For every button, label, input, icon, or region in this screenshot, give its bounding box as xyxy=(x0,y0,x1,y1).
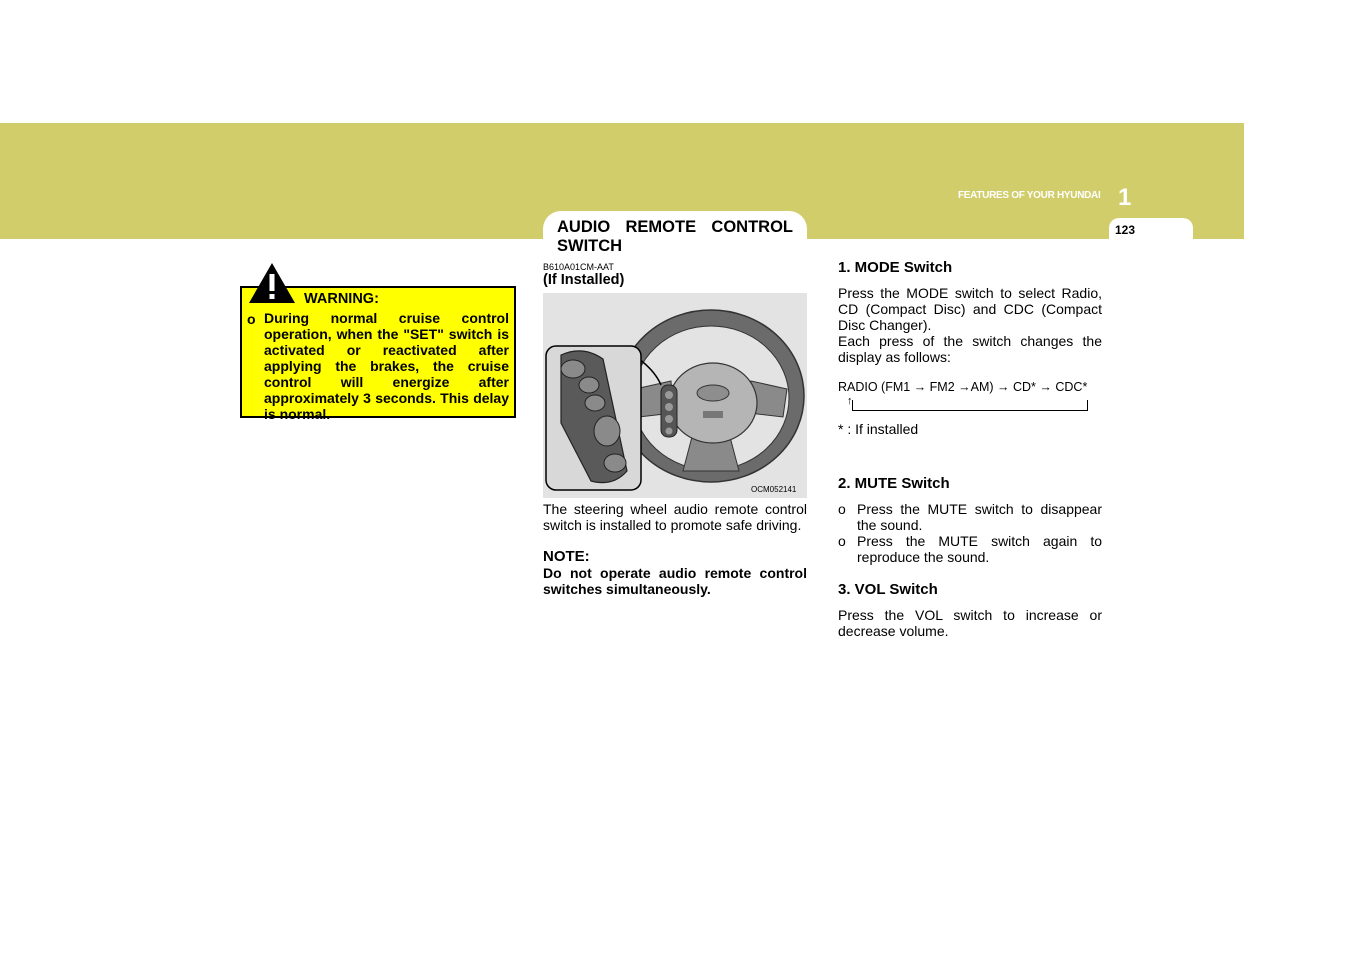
mute-item-1: Press the MUTE switch to disappear the sound. xyxy=(857,501,1102,533)
section-label: FEATURES OF YOUR HYUNDAI xyxy=(958,190,1101,201)
mute-switch-heading: 2. MUTE Switch xyxy=(838,475,950,492)
exclamation-triangle-icon xyxy=(248,262,296,304)
mode-switch-display-text: Each press of the switch changes the display as follows: xyxy=(838,333,1102,365)
steering-wheel-figure xyxy=(543,293,807,498)
mute-item-2: Press the MUTE switch again to reproduce the sound. xyxy=(857,533,1102,565)
description-text: The steering wheel audio remote control switch is installed to promote safe driving. xyxy=(543,501,807,533)
mode-sequence-loop xyxy=(852,400,1088,411)
mute-bullet-2: o xyxy=(838,533,846,549)
steering-wheel-illustration xyxy=(543,293,807,498)
page-number: 123 xyxy=(1115,223,1136,237)
mute-bullet-1: o xyxy=(838,501,846,517)
arrow-up-icon: ↑ xyxy=(847,395,853,407)
mode-sequence: RADIO (FM1 → FM2 →AM) → CD* → CDC* xyxy=(838,380,1088,394)
if-installed-subtitle: (If Installed) xyxy=(543,272,625,288)
vol-switch-heading: 3. VOL Switch xyxy=(838,581,938,598)
warning-text: During normal cruise control operation, when the "SET" switch is activated or reactivated after applying the brakes, the cruise control will energize after approximately 3 seconds. This delay is normal. xyxy=(264,310,509,422)
warning-title: WARNING: xyxy=(304,291,379,307)
reference-code: B610A01CM-AAT xyxy=(543,262,614,272)
mode-switch-text: Press the MODE switch to select Radio, CD (Compact Disc) and CDC (Compact Disc Changer). xyxy=(838,285,1102,333)
note-text: Do not operate audio remote control switches simultaneously. xyxy=(543,565,807,597)
figure-code: OCM052141 xyxy=(751,485,797,494)
if-installed-footnote: * : If installed xyxy=(838,421,919,437)
section-title: AUDIO REMOTE CONTROL SWITCH xyxy=(557,218,793,255)
note-title: NOTE: xyxy=(543,548,590,565)
vol-switch-text: Press the VOL switch to increase or decrease volume. xyxy=(838,607,1102,639)
warning-bullet: o xyxy=(247,311,256,327)
mode-switch-heading: 1. MODE Switch xyxy=(838,259,953,276)
section-number: 1 xyxy=(1118,184,1132,211)
